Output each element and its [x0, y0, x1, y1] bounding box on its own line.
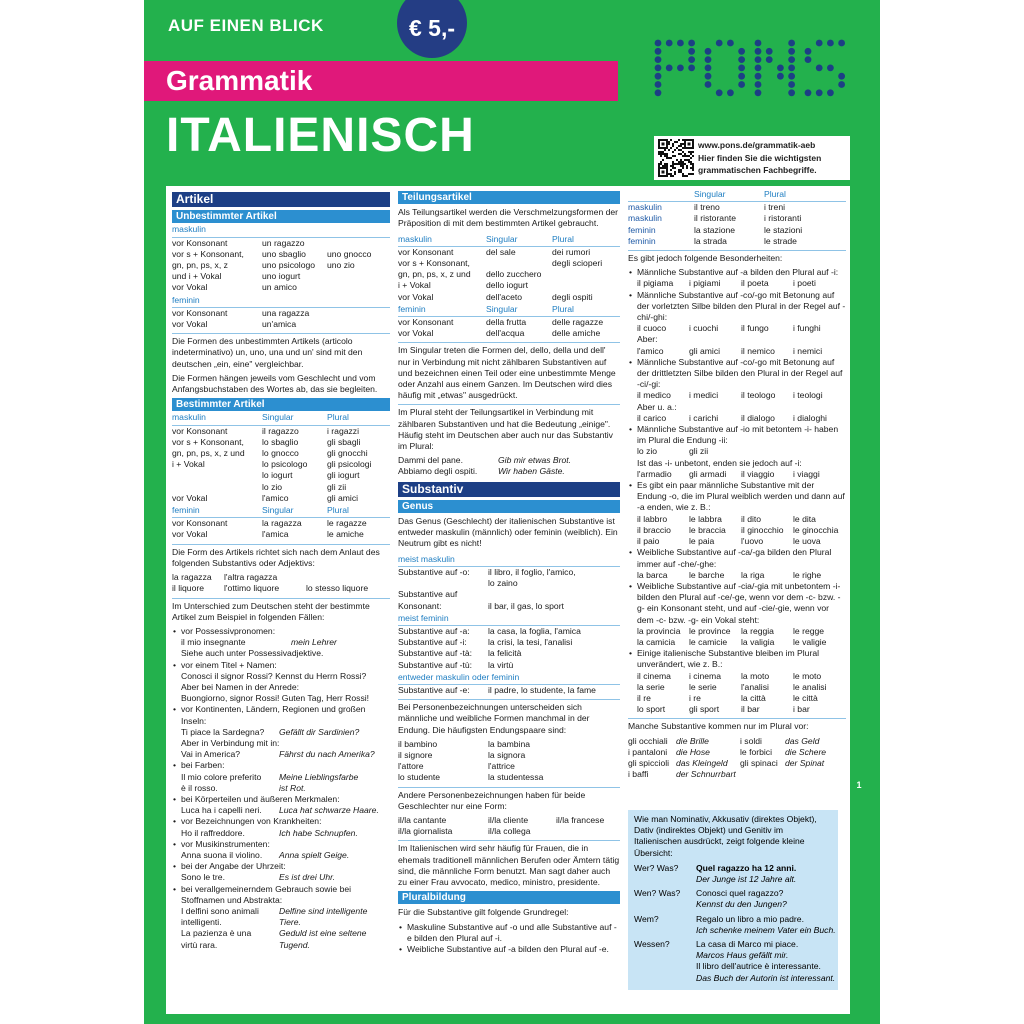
paragraph: Im Unterschied zum Deutschen steht der bestimmte Artikel zum Beispiel in folgenden Fällen: [172, 598, 390, 623]
label-meist-feminin: meist feminin [398, 612, 620, 626]
page-title: ITALIENISCH [166, 109, 475, 162]
example-row: Vai in America? Fährst du nach Amerika? [181, 749, 375, 760]
label-meist-maskulin: meist maskulin [398, 553, 620, 567]
table-row: vor Konsonant il ragazzo i ragazzi [172, 425, 359, 436]
pons-logo [652, 38, 852, 100]
list-item: • bei verallgemeinerndem Gebrauch sowie bei Stoffnamen und Abstrakta: [172, 884, 390, 906]
subsection-teilungsartikel: Teilungsartikel [398, 191, 620, 204]
list-item: • Weibliche Substantive auf -a bilden den Plural auf -e. [398, 944, 620, 955]
table-row: Substantive auf -tà: la felicità [398, 648, 522, 659]
note: Aber u. a.: [637, 401, 677, 412]
table-row: feminin la strada le strade [628, 235, 797, 246]
paragraph: Die Formen des unbestimmten Artikels (articolo indeterminativo) un, uno, una und un' sind mit den deutschen „ein, eine" vergleichbar. [172, 333, 390, 370]
table-row: Substantive auf -o: il libro, il foglio, l'amico, [398, 566, 576, 577]
paragraph: Im Singular treten die Formen del, dello, della und dell' nur in Verbindung mit nicht zählbaren Substantiven auf und bezeichnen einen Teil oder eine unbestimmte Menge oder Anzahl aus einem Ganzen. Im Deutschen wird dies häufig mit „etwas" ausgedrückt. [398, 342, 620, 401]
list-item: • Männliche Substantive auf -io mit betontem -i- haben im Plural die Endung -ii: [628, 424, 846, 446]
example-row: intelligenti. Tiere. [181, 917, 301, 928]
example-row: La pazienza è una Geduld ist eine seltene [181, 928, 367, 939]
list-item: • vor Bezeichnungen von Krankheiten: [172, 816, 390, 827]
section-substantiv: Substantiv [398, 482, 620, 497]
paragraph: Das Genus (Geschlecht) der italienischen Substantive ist entweder maskulin (männlich) oder feminin (weiblich). Ein Neutrum gibt es nicht! [398, 516, 618, 549]
paragraph: Im Plural steht der Teilungsartikel in Verbindung mit zählbaren Substantiven und hat die Bedeutung „einige". Häufig steht im Deutschen aber auch nur das Substantiv im Plural: [398, 404, 620, 452]
paragraph: Die Form des Artikels richtet sich nach dem Anlaut des folgenden Substantivs oder Adjektivs: [172, 544, 390, 569]
example-row: I delfini sono animali Delfine sind intelligente [181, 905, 368, 916]
example-row: lo sport gli sport il bar i bar [637, 704, 810, 715]
table-header: feminin Singular Plural [398, 303, 620, 317]
qr-url[interactable]: www.pons.de/grammatik-aeb [698, 140, 816, 150]
subtitle-bar [144, 61, 618, 101]
table-row: feminin la stazione le stazioni [628, 224, 803, 235]
example-row: il braccio le braccia il ginocchio le ginocchia [637, 524, 839, 535]
table-row: l'attore l'attrice [398, 761, 515, 772]
table-row: i + Vokal dello iogurt [398, 280, 529, 291]
info-intro: Wie man Nominativ, Akkusativ (direktes Objekt), Dativ (indirektes Objekt) und Genitiv im Italienischen ausdrückt, zeigt folgende kleine Übersicht: [634, 814, 817, 858]
example-row: Sono le tre. Es ist drei Uhr. [181, 872, 336, 883]
paragraph: Im Italienischen wird sehr häufig für Frauen, die in ehemals traditionell männlichen Berufen oder Ämtern tätig sind, die männliche Form benutzt. Man sagt daher auch zu einer Frau avvocato, medico, ministro, presidente. [398, 840, 620, 888]
table-row: Substantive auf -tù: la virtù [398, 659, 514, 670]
table-row: lo zaino [488, 578, 518, 589]
table-row: il signore la signora [398, 749, 526, 760]
table-row: gn, pn, ps, x, z uno psicologo uno zio [172, 260, 355, 271]
list-item: • vor einem Titel + Namen: [172, 660, 390, 671]
table-row: il bambino la bambina [398, 738, 531, 749]
table-row: il/la giornalista il/la collega [398, 826, 531, 837]
list-item: • Weibliche Substantive auf -ca/-ga bilden den Plural immer auf -che/-ghe: [628, 547, 846, 569]
example-row: il pigiama i pigiami il poeta i poeti [637, 278, 816, 289]
example-row: Luca ha i capelli neri. Luca hat schwarze Haare. [181, 805, 379, 816]
table-row: i + Vokal lo psicologo gli psicologi [172, 459, 372, 470]
example-row: gli occhiali die Brille i soldi das Geld [628, 735, 820, 746]
example-row: virtù rara. Tugend. [181, 939, 310, 950]
table-row: lo iogurt gli iogurt [262, 470, 360, 481]
note: Aber bei Namen in der Anrede: [181, 681, 299, 692]
table-row: il/la cantante il/la cliente il/la francese [398, 814, 605, 825]
price-badge: € 5,- [397, 0, 467, 58]
table-row: vor s + Konsonant, degli scioperi [398, 258, 603, 269]
table-row: vor Vokal un amico [172, 282, 297, 293]
table-row: vor Vokal dell'acqua delle amiche [398, 328, 601, 339]
example-row: Anna suona il violino. Anna spielt Geige. [181, 849, 350, 860]
example-row: Il mio colore preferito Meine Lieblingsfarbe [181, 771, 359, 782]
column-1 [172, 188, 390, 951]
column-3 [628, 188, 846, 780]
note: Siehe auch unter Possessivadjektive. [181, 648, 324, 659]
example-row: Ti piace la Sardegna? Gefällt dir Sardinien? [181, 726, 360, 737]
list-item: • vor Musikinstrumenten: [172, 839, 390, 850]
example-row: gli spiccioli das Kleingeld gli spinaci der Spinat [628, 757, 825, 768]
paragraph: Es gibt jedoch folgende Besonderheiten: [628, 250, 846, 264]
table-header: maskulin Singular Plural [398, 233, 620, 247]
paragraph: Bei Personenbezeichnungen unterscheiden sich männliche und weibliche Formen manchmal in der Endung. Die häufigsten Endungspaare sind: [398, 699, 620, 736]
table-header: Singular Plural [628, 188, 846, 202]
table-row: maskulin il treno i treni [628, 202, 786, 213]
list-item: • bei der Angabe der Uhrzeit: [172, 861, 390, 872]
table-row: Substantive auf -a: la casa, la foglia, l'amica [398, 625, 581, 636]
paragraph: Manche Substantive kommen nur im Plural vor: [628, 718, 846, 732]
info-row: Wen? Was? Conosci quel ragazzo? Kennst du den Jungen? [634, 888, 787, 910]
qr-box[interactable] [654, 136, 850, 180]
table-row: vor s + Konsonant, uno sbaglio uno gnocco [172, 248, 372, 259]
example-row: Ho il raffreddore. Ich habe Schnupfen. [181, 827, 358, 838]
example-row: la ragazza l'altra ragazza [172, 572, 278, 583]
example-row: il carico i carichi il dialogo i dialoghi [637, 412, 827, 423]
example-row: la barca le barche la riga le righe [637, 569, 822, 580]
example-row: Buongiorno, signor Rossi! Guten Tag, Herr Rossi! [181, 693, 370, 704]
qr-line2: grammatischen Fachbegriffe. [698, 165, 817, 175]
table-row: Konsonant: il bar, il gas, lo sport [398, 600, 564, 611]
info-row: Wem? Regalo un libro a mio padre. Ich schenke meinem Vater ein Buch. [634, 913, 836, 935]
example-row: il cinema i cinema la moto le moto [637, 670, 822, 681]
note: Aber: [637, 334, 658, 345]
table-row: gn, pn, ps, x, z und lo gnocco gli gnocchi [172, 448, 368, 459]
paragraph: Für die Substantive gilt folgende Grundregel: [398, 907, 569, 918]
table-row: maskulin il ristorante i ristoranti [628, 213, 802, 224]
example-row: è il rosso. ist Rot. [181, 782, 306, 793]
subtitle: Grammatik [166, 65, 313, 96]
example-row: Abbiamo degli ospiti. Wir haben Gäste. [398, 466, 565, 477]
label-maskulin: maskulin [172, 223, 390, 237]
list-item: • bei Farben: [172, 760, 390, 771]
table-header: maskulin Singular Plural [172, 411, 390, 425]
qr-code-icon [658, 139, 694, 177]
table-row: Substantive auf -i: la crisi, la tesi, l'analisi [398, 637, 573, 648]
paragraph: Die Formen hängen jeweils vom Geschlecht und vom Anfangsbuchstaben des Wortes ab, das sie begleiten. [172, 372, 378, 395]
list-item: • Es gibt ein paar männliche Substantive mit der Endung -o, die im Plural weiblich werden und dann auf -a enden, wie z. B.: [628, 480, 846, 514]
table-row: vor Vokal dell'aceto degli ospiti [398, 291, 593, 302]
example-row: il re i re la città le città [637, 692, 818, 703]
note: Aber in Verbindung mit in: [181, 737, 280, 748]
table-row: vor Konsonant del sale dei rumori [398, 246, 591, 257]
example-row: la serie le serie l'analisi le analisi [637, 681, 827, 692]
list-item: • Männliche Substantive auf -co/-go mit Betonung auf der vorletzten Silbe bilden den Plural in der Regel auf -chi/-ghi: [628, 290, 846, 324]
series-ribbon: AUF EINEN BLICK [168, 16, 324, 35]
list-item: • Einige italienische Substantive bleiben im Plural unverändert, wie z. B.: [628, 648, 846, 670]
example-row: il labbro le labbra il dito le dita [637, 513, 816, 524]
info-row: Wer? Was? Quel ragazzo ha 12 anni. Der Junge ist 12 Jahre alt. [634, 862, 797, 885]
table-row: lo zio gli zii [262, 481, 347, 492]
table-row: vor Vokal un'amica [172, 319, 297, 330]
list-item: • vor Kontinenten, Ländern, Regionen und großen Inseln: [172, 704, 390, 726]
example-row: il paio le paia l'uovo le uova [637, 536, 821, 547]
paragraph: Als Teilungsartikel werden die Verschmelzungsformen der Präposition di mit dem bestimmten Artikel gebraucht. [398, 207, 619, 229]
example-row: la camicia le camicie la valigia le valigie [637, 636, 827, 647]
list-item: • vor Possessivpronomen: [172, 626, 390, 637]
content-page [166, 186, 862, 1014]
case-overview-box [628, 810, 838, 990]
table-row: vor Vokal l'amico gli amici [172, 492, 359, 503]
example-row: il liquore l'ottimo liquore lo stesso liquore [172, 583, 369, 594]
example-row: lo zio gli zii [637, 446, 709, 457]
column-2 [398, 188, 620, 955]
table-header: feminin Singular Plural [172, 504, 390, 518]
example-row: il mio insegnante mein Lehrer [181, 637, 337, 648]
subsection-bestimmt: Bestimmter Artikel [172, 398, 390, 411]
table-row: und i + Vokal uno iogurt [172, 271, 301, 282]
table-row: vor Konsonant un ragazzo [172, 237, 305, 248]
table-row: lo studente la studentessa [398, 772, 544, 783]
label-feminin: feminin [172, 294, 390, 308]
table-row: gn, pn, ps, x, z und dello zucchero [398, 269, 542, 280]
list-item: • bei Körperteilen und äußeren Merkmalen: [172, 794, 390, 805]
table-row: vor Konsonant la ragazza le ragazze [172, 518, 367, 529]
page-number: 1 [852, 778, 866, 792]
example-row: l'amico gli amici il nemico i nemici [637, 345, 823, 356]
qr-line1: Hier finden Sie die wichtigsten [698, 152, 822, 163]
example-row: i baffi der Schnurrbart [628, 769, 736, 780]
example-row: la provincia le province la reggia le regge [637, 625, 825, 636]
example-row: il medico i medici il teologo i teologi [637, 390, 823, 401]
example-row: i pantaloni die Hose le forbici die Schere [628, 746, 827, 757]
subsection-unbestimmt: Unbestimmter Artikel [172, 210, 390, 223]
paragraph: Andere Personenbezeichnungen haben für beide Geschlechter nur eine Form: [398, 787, 620, 812]
list-item: • Maskuline Substantive auf -o und alle Substantive auf -e bilden den Plural auf -i. [398, 922, 620, 944]
list-item: • Männliche Substantive auf -a bilden den Plural auf -i: [628, 267, 846, 278]
table-row: vor Konsonant una ragazza [172, 307, 310, 318]
info-row: Wessen? La casa di Marco mi piace. Marcos Haus gefällt mir. Il libro dell'autrice è interessante. Das Buch der Autorin ist interessant. [634, 939, 836, 983]
example-row: il cuoco i cuochi il fungo i funghi [637, 323, 821, 334]
subsection-genus: Genus [398, 500, 620, 513]
note: Ist das -i- unbetont, enden sie jedoch auf -i: [637, 457, 802, 468]
example-row: Conosci il signor Rossi? Kennst du Herrn Rossi? [181, 670, 367, 681]
example-row: l'armadio gli armadi il viaggio i viaggi [637, 468, 820, 479]
list-item: • Männliche Substantive auf -co/-go mit Betonung auf der drittletzten Silbe bilden den Plural in der Regel auf -ci/-gi: [628, 357, 846, 391]
example-row: Dammi del pane. Gib mir etwas Brot. [398, 455, 572, 466]
table-row: Substantive auf -e: il padre, lo studente, la fame [398, 684, 596, 695]
cover [144, 0, 880, 1024]
label-entweder: entweder maskulin oder feminin [398, 671, 620, 685]
subsection-pluralbildung: Pluralbildung [398, 891, 620, 904]
table-row: vor Vokal l'amica le amiche [172, 529, 364, 540]
table-row: vor Konsonant della frutta delle ragazze [398, 317, 604, 328]
table-row: vor s + Konsonant, lo sbaglio gli sbagli [172, 436, 361, 447]
section-artikel: Artikel [172, 192, 390, 207]
table-row: Substantive auf [398, 589, 458, 600]
list-item: • Weibliche Substantive auf -cia/-gia mit unbetontem -i- bilden den Plural auf -ce/-ge, wenn vor dem -c- bzw. -g- ein Konsonant steht, und auf -cie/-gie, wenn vor dem -c- bzw. -g- ein Vokal steht: [628, 581, 846, 626]
